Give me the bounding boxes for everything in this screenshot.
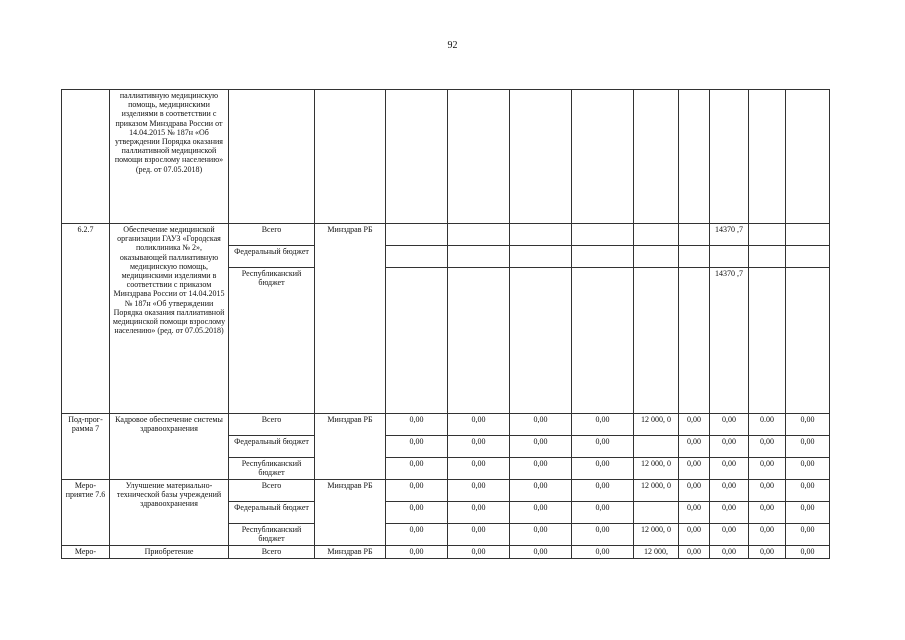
executor: Минздрав РБ: [315, 224, 386, 414]
value-cell: 0,00: [510, 546, 572, 559]
value-cell: 0,00: [749, 458, 786, 480]
value-cell: [679, 246, 710, 268]
value-cell: [679, 224, 710, 246]
value-cell: [634, 224, 679, 246]
value-cell: [386, 224, 448, 246]
budget-table: [61, 89, 830, 559]
value-cell: [572, 268, 634, 414]
value-cell: 14370 ,7: [710, 224, 749, 246]
value-cell: [510, 224, 572, 246]
value-cell: 0,00: [448, 480, 510, 502]
value-cell: 0,00: [386, 546, 448, 559]
value-cell: 14370 ,7: [710, 268, 749, 414]
value-cell: 0,00: [749, 480, 786, 502]
funding-source: Федеральный бюджет: [229, 502, 315, 524]
value-cell: [448, 246, 510, 268]
value-cell: [634, 268, 679, 414]
row-code: Под-прог-рамма 7: [62, 414, 110, 480]
value-cell: 0,00: [786, 414, 830, 436]
value-cell: 0,00: [710, 414, 749, 436]
funding-source: Федеральный бюджет: [229, 436, 315, 458]
value-cell: 0,00: [386, 436, 448, 458]
value-cell: 0,00: [510, 458, 572, 480]
value-cell: 0,00: [786, 480, 830, 502]
value-cell: [786, 246, 830, 268]
value-cell: [572, 224, 634, 246]
table-row: [62, 224, 830, 246]
value-cell: 0,00: [749, 524, 786, 546]
value-cell: 0,00: [710, 436, 749, 458]
row-code: Меро-приятие 7.6: [62, 480, 110, 546]
value-cell: [510, 268, 572, 414]
value-cell: [510, 246, 572, 268]
funding-source: Республиканский бюджет: [229, 268, 315, 414]
table-row: [62, 414, 830, 436]
page-number: 92: [447, 40, 458, 51]
value-cell: 0,00: [786, 436, 830, 458]
value-cell: 0,00: [448, 524, 510, 546]
funding-source: Федеральный бюджет: [229, 246, 315, 268]
value-cell: [386, 246, 448, 268]
value-cell: [786, 268, 830, 414]
value-cell: 0,00: [386, 524, 448, 546]
value-cell: [572, 246, 634, 268]
value-cell: 0,00: [572, 414, 634, 436]
value-cell: 0.00: [749, 414, 786, 436]
value-cell: 0,00: [386, 414, 448, 436]
value-cell: 0,00: [710, 458, 749, 480]
value-cell: 0,00: [448, 414, 510, 436]
value-cell: 0,00: [749, 502, 786, 524]
value-cell: 0,00: [510, 502, 572, 524]
value-cell: 0,00: [386, 458, 448, 480]
funding-source: Республиканский бюджет: [229, 458, 315, 480]
row-name: Приобретение: [110, 546, 229, 559]
value-cell: 12 000, 0: [634, 458, 679, 480]
value-cell: 0,00: [386, 502, 448, 524]
value-cell: 12 000, 0: [634, 414, 679, 436]
row-code: [62, 90, 110, 224]
executor: Минздрав РБ: [315, 414, 386, 480]
value-cell: [749, 246, 786, 268]
funding-source: Всего: [229, 414, 315, 436]
value-cell: 12 000, 0: [634, 524, 679, 546]
executor: Минздрав РБ: [315, 546, 386, 559]
value-cell: 0,00: [710, 502, 749, 524]
row-code: 6.2.7: [62, 224, 110, 414]
value-cell: [679, 268, 710, 414]
value-cell: 0,00: [786, 458, 830, 480]
funding-source: Всего: [229, 546, 315, 559]
value-cell: 0,00: [679, 414, 710, 436]
value-cell: 0,00: [572, 458, 634, 480]
value-cell: 0,00: [749, 546, 786, 559]
value-cell: [634, 436, 679, 458]
value-cell: [448, 224, 510, 246]
value-cell: [786, 224, 830, 246]
value-cell: [710, 246, 749, 268]
value-cell: 0,00: [510, 414, 572, 436]
value-cell: 0,00: [710, 546, 749, 559]
value-cell: 0,00: [786, 502, 830, 524]
row-name: Кадровое обеспечение системы здравоохранения: [110, 414, 229, 480]
value-cell: 0,00: [572, 502, 634, 524]
value-cell: [448, 268, 510, 414]
value-cell: [634, 246, 679, 268]
value-cell: 0,00: [572, 480, 634, 502]
value-cell: 12 000,: [634, 546, 679, 559]
table-row: [62, 480, 830, 502]
value-cell: 0,00: [679, 480, 710, 502]
row-name: паллиативную медицинскую помощь, медицинскими изделиями в соответствии с приказом Минздрава России от 14.04.2015 № 187н «Об утверждении Порядка оказания паллиативной медицинской помощи взрослому населению» (ред. от 07.05.2018): [110, 90, 229, 224]
value-cell: 0,00: [749, 436, 786, 458]
value-cell: 0,00: [448, 502, 510, 524]
table-row: [62, 90, 830, 224]
value-cell: 0,00: [710, 524, 749, 546]
value-cell: [749, 224, 786, 246]
value-cell: 0,00: [448, 546, 510, 559]
value-cell: 0,00: [572, 524, 634, 546]
table-row: [62, 546, 830, 559]
value-cell: 0,00: [679, 458, 710, 480]
value-cell: 0,00: [510, 480, 572, 502]
value-cell: 0,00: [510, 524, 572, 546]
row-name: Улучшение материально-технической базы учреждений здравоохранения: [110, 480, 229, 546]
value-cell: 0,00: [448, 458, 510, 480]
funding-source: Всего: [229, 480, 315, 502]
value-cell: 0,00: [679, 502, 710, 524]
executor: Минздрав РБ: [315, 480, 386, 546]
value-cell: 0,00: [786, 546, 830, 559]
value-cell: 0,00: [679, 524, 710, 546]
value-cell: 0,00: [572, 436, 634, 458]
value-cell: [749, 268, 786, 414]
value-cell: 0,00: [572, 546, 634, 559]
value-cell: 0,00: [710, 480, 749, 502]
funding-source: Всего: [229, 224, 315, 246]
value-cell: 0,00: [510, 436, 572, 458]
value-cell: [634, 502, 679, 524]
value-cell: 0,00: [679, 436, 710, 458]
value-cell: 0,00: [386, 480, 448, 502]
value-cell: 0,00: [679, 546, 710, 559]
value-cell: 0,00: [786, 524, 830, 546]
row-code: Меро-: [62, 546, 110, 559]
value-cell: [386, 268, 448, 414]
value-cell: 12 000, 0: [634, 480, 679, 502]
row-name: Обеспечение медицинской организации ГАУЗ «Городская поликлиника № 2», оказывающей паллиативную медицинскую помощь, медицинскими изделиями в соответствии с приказом Минздрава России от 14.04.2015 № 187н «Об утверждении Порядка оказания паллиативной медицинской помощи взрослому населению» (ред. от 07.05.2018): [110, 224, 229, 414]
value-cell: 0,00: [448, 436, 510, 458]
funding-source: Республиканский бюджет: [229, 524, 315, 546]
